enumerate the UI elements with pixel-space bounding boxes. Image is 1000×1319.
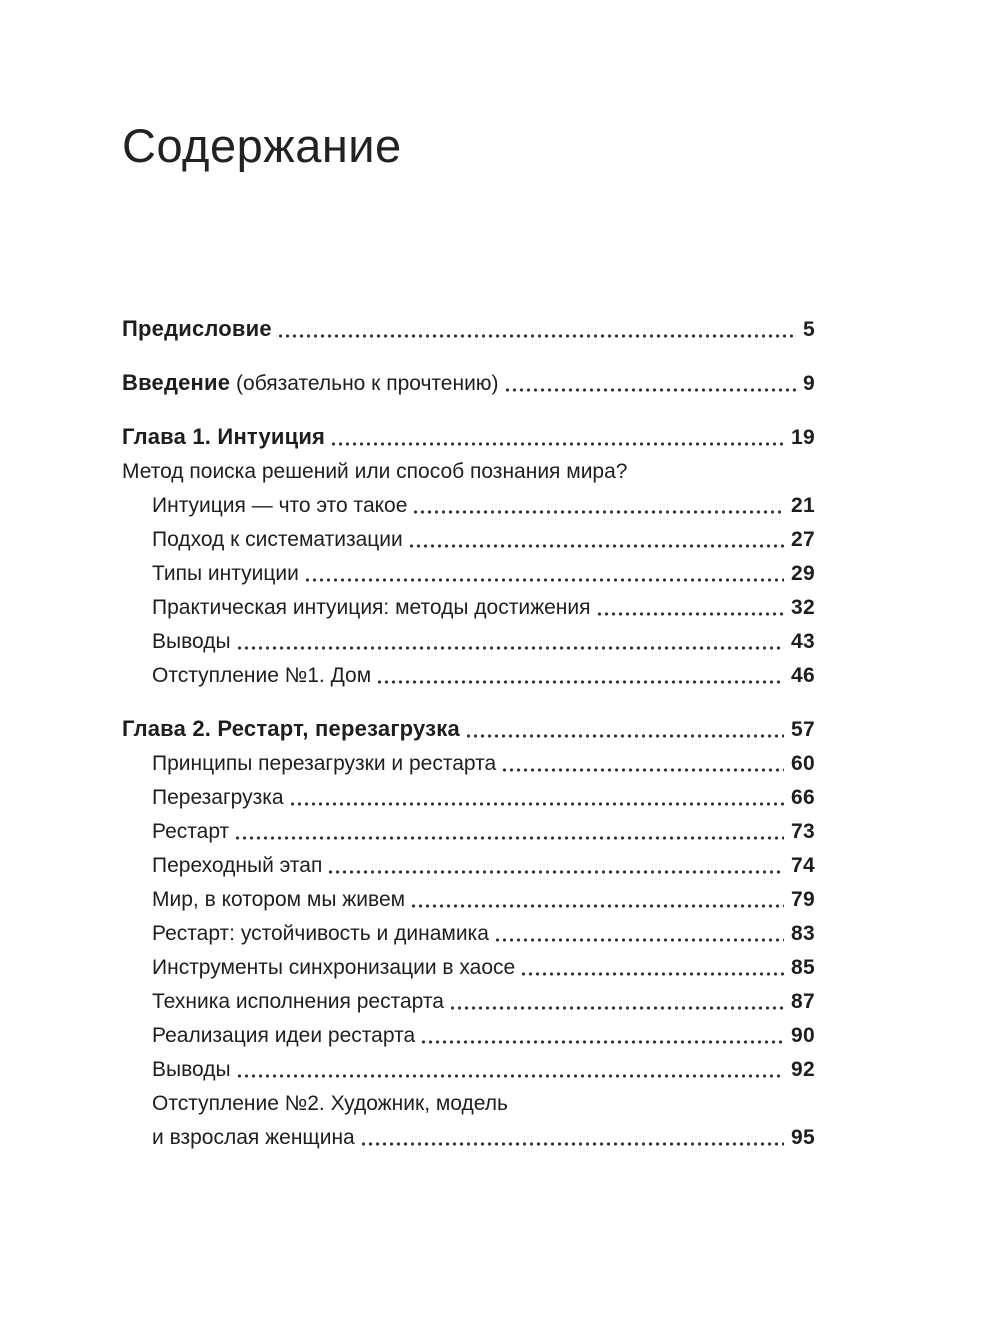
- toc-entry-row: [152, 917, 815, 951]
- toc-entry: [122, 420, 815, 489]
- toc-entry-label: Отступление №1. Дом: [152, 663, 372, 687]
- dot-leader: [411, 510, 784, 514]
- toc-entry-row: [152, 625, 815, 659]
- dot-leader: [419, 1040, 784, 1044]
- toc-entry-page-number: 32: [791, 595, 815, 619]
- table-of-contents: [122, 312, 815, 1155]
- toc-entry-page-number: 83: [791, 921, 815, 945]
- toc-entry-page-number: 9: [803, 371, 815, 395]
- toc-entry-label: Предисловие: [122, 315, 272, 341]
- dot-leader: [409, 904, 784, 908]
- dot-leader: [233, 836, 784, 840]
- toc-entry-label: Рестарт: устойчивость и динамика: [152, 921, 489, 945]
- toc-entry-label: Подход к систематизации: [152, 527, 403, 551]
- toc-entry-label: Рестарт: [152, 819, 230, 843]
- chapter-subtitle: Метод поиска решений или способ познания мира?: [122, 459, 628, 483]
- toc-entry: [122, 849, 815, 883]
- toc-entry: [122, 883, 815, 917]
- toc-entry-label: Принципы перезагрузки и рестарта: [152, 751, 497, 775]
- toc-entry-row: [152, 1019, 815, 1053]
- toc-entry-row: [152, 659, 815, 693]
- toc-entry-label: Переходный этап: [152, 853, 323, 877]
- toc-entry: [122, 917, 815, 951]
- toc-entry-label: Выводы: [152, 1057, 231, 1081]
- toc-entry-page-number: 21: [791, 493, 815, 517]
- toc-entry-label: Перезагрузка: [152, 785, 284, 809]
- dot-leader: [288, 802, 784, 806]
- dot-leader: [464, 734, 784, 738]
- toc-entry: [122, 366, 815, 401]
- dot-leader: [375, 680, 784, 684]
- toc-entry-row: [122, 712, 815, 747]
- toc-entry-row: [152, 951, 815, 985]
- toc-entry-row: [122, 312, 815, 347]
- toc-entry: [122, 591, 815, 625]
- dot-leader: [503, 388, 796, 392]
- toc-entry-label: Практическая интуиция: методы достижения: [152, 595, 591, 619]
- toc-entry-label: Глава 2. Рестарт, перезагрузка: [122, 715, 460, 741]
- toc-entry-page-number: 19: [791, 425, 815, 449]
- toc-entry-page-number: 95: [791, 1125, 815, 1149]
- toc-entry-label: и взрослая женщина: [152, 1125, 355, 1149]
- toc-entry-page-number: 57: [791, 717, 815, 741]
- toc-entry: [122, 951, 815, 985]
- toc-entry-page-number: 60: [791, 751, 815, 775]
- toc-entry-label: Мир, в котором мы живем: [152, 887, 406, 911]
- toc-entry: [122, 557, 815, 591]
- toc-entry-row: [152, 523, 815, 557]
- toc-entry-page-number: 5: [803, 317, 815, 341]
- toc-entry-page-number: 87: [791, 989, 815, 1013]
- toc-entry-row: [122, 366, 815, 401]
- toc-entry: [122, 625, 815, 659]
- toc-entry: [122, 747, 815, 781]
- toc-entry-page-number: 79: [791, 887, 815, 911]
- dot-leader: [493, 938, 784, 942]
- dot-leader: [500, 768, 784, 772]
- toc-entry: [122, 659, 815, 693]
- toc-entry: [122, 1053, 815, 1087]
- toc-entry-page-number: 73: [791, 819, 815, 843]
- dot-leader: [303, 578, 784, 582]
- toc-entry-label: Инструменты синхронизации в хаосе: [152, 955, 516, 979]
- toc-entry-page-number: 66: [791, 785, 815, 809]
- toc-entry-first-line: Отступление №2. Художник, модель: [152, 1091, 508, 1115]
- toc-entry: [122, 781, 815, 815]
- toc-entry-label: Интуиция — что это такое: [152, 493, 408, 517]
- toc-entry-row: [122, 420, 815, 455]
- toc-entry: [122, 712, 815, 747]
- toc-entry-label: Типы интуиции: [152, 561, 299, 585]
- toc-entry: [122, 815, 815, 849]
- toc-entry-row: [152, 985, 815, 1019]
- dot-leader: [359, 1142, 784, 1146]
- toc-entry: [122, 985, 815, 1019]
- toc-entry-label: Реализация идеи рестарта: [152, 1023, 416, 1047]
- dot-leader: [407, 544, 784, 548]
- toc-entry-label: Введение (обязательно к прочтению): [122, 369, 499, 395]
- dot-leader: [276, 334, 796, 338]
- toc-entry-row: [152, 883, 815, 917]
- page-title: Содержание: [122, 119, 402, 172]
- toc-entry-page-number: 74: [791, 853, 815, 877]
- toc-entry-row: [152, 747, 815, 781]
- dot-leader: [326, 870, 784, 874]
- dot-leader: [448, 1006, 784, 1010]
- toc-entry-row: [152, 1121, 815, 1155]
- toc-entry-row: [152, 1053, 815, 1087]
- toc-entry-page-number: 85: [791, 955, 815, 979]
- dot-leader: [235, 1074, 784, 1078]
- toc-entry-page-number: 46: [791, 663, 815, 687]
- dot-leader: [235, 646, 784, 650]
- toc-entry: [122, 1019, 815, 1053]
- toc-entry-page-number: 92: [791, 1057, 815, 1081]
- toc-entry: [122, 523, 815, 557]
- toc-entry-row: [152, 815, 815, 849]
- toc-entry-label: Техника исполнения рестарта: [152, 989, 444, 1013]
- toc-entry: [122, 1087, 815, 1155]
- toc-entry-label: Выводы: [152, 629, 231, 653]
- toc-entry-page-number: 27: [791, 527, 815, 551]
- toc-entry-row: [152, 557, 815, 591]
- toc-entry-page-number: 43: [791, 629, 815, 653]
- dot-leader: [595, 612, 785, 616]
- toc-entry-page-number: 90: [791, 1023, 815, 1047]
- toc-entry-row: [152, 489, 815, 523]
- dot-leader: [329, 442, 784, 446]
- toc-entry-label: Глава 1. Интуиция: [122, 423, 326, 449]
- toc-entry-row: [152, 781, 815, 815]
- dot-leader: [519, 972, 784, 976]
- toc-entry-row: [152, 591, 815, 625]
- toc-entry: [122, 489, 815, 523]
- toc-entry: [122, 312, 815, 347]
- toc-entry-row: [152, 849, 815, 883]
- toc-entry-page-number: 29: [791, 561, 815, 585]
